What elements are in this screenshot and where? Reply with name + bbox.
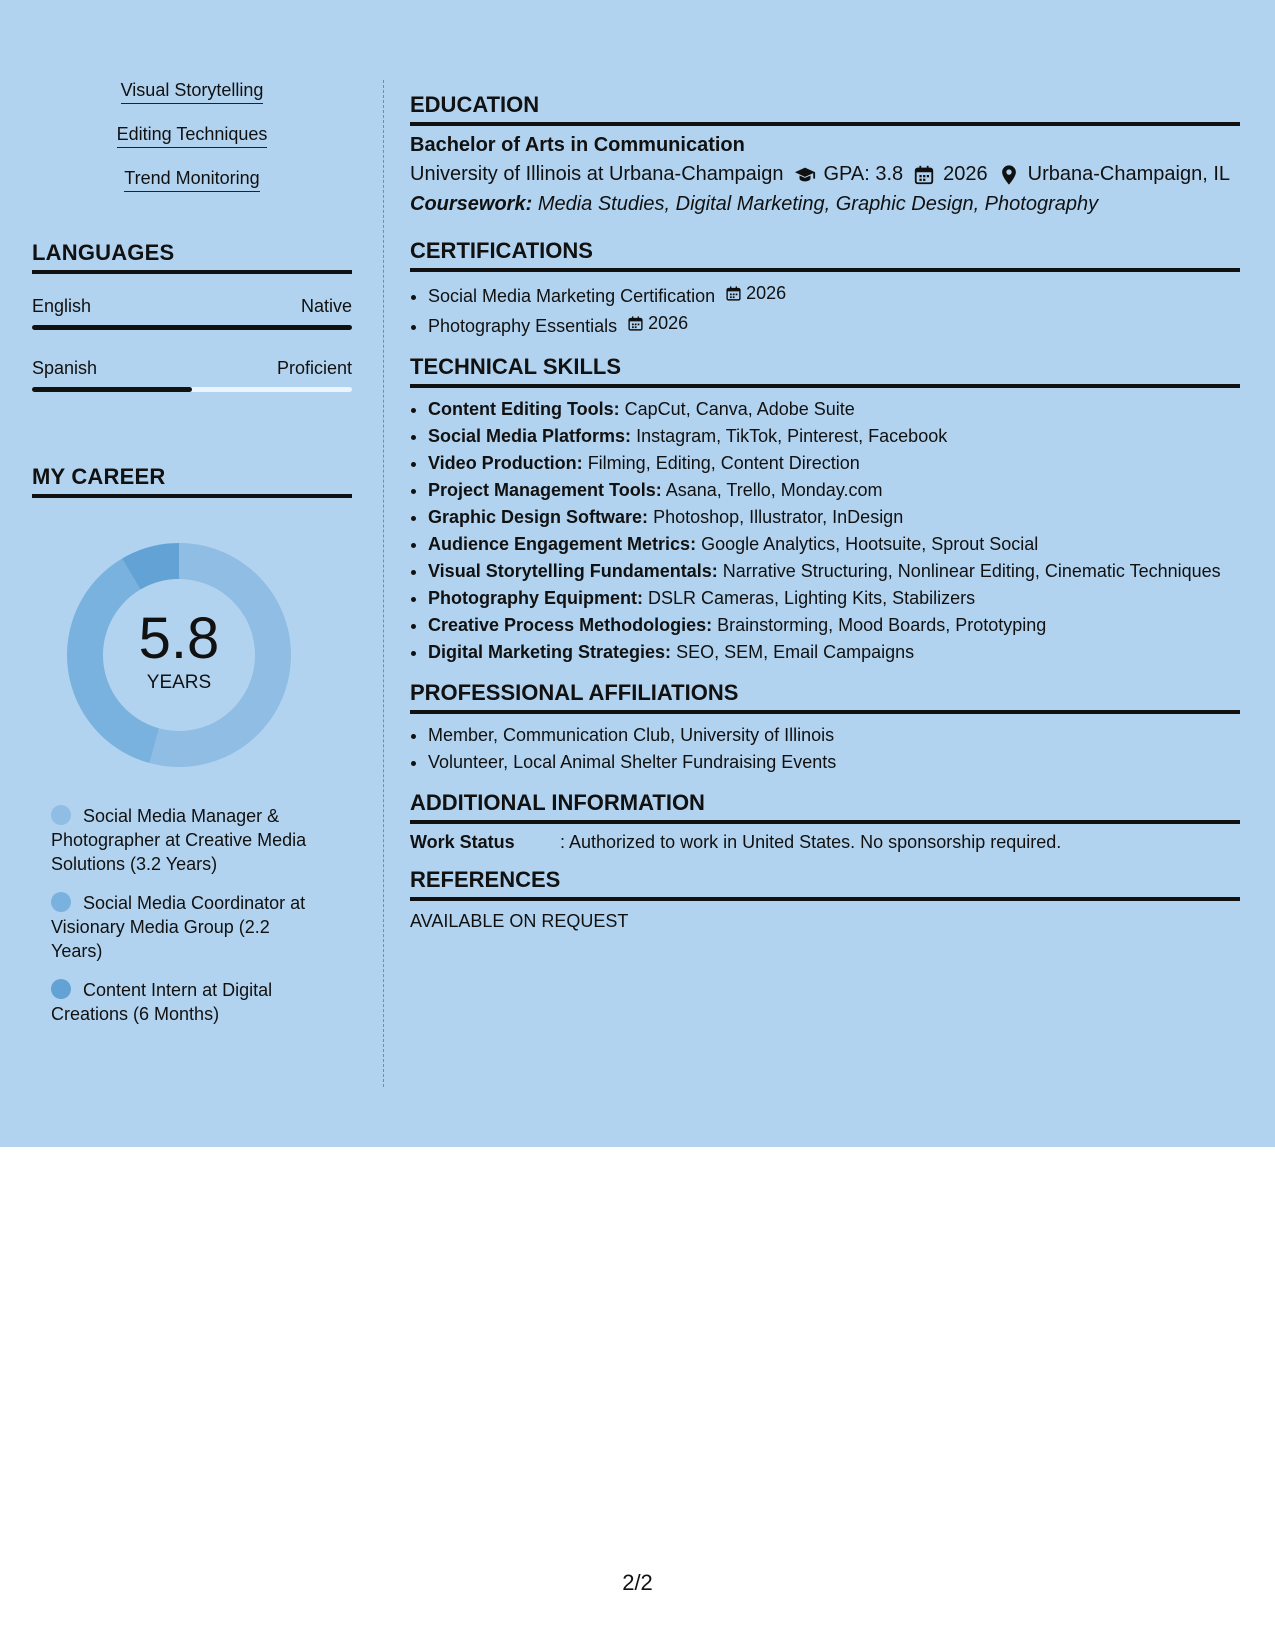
technical-skill-value: Instagram, TikTok, Pinterest, Facebook bbox=[636, 426, 948, 446]
technical-skill-value: Narrative Structuring, Nonlinear Editing, Cinematic Techniques bbox=[722, 561, 1221, 581]
language-level: Native bbox=[300, 296, 352, 316]
affiliation-item: • Member, Communication Club, University of Illinois bbox=[428, 722, 1240, 749]
technical-skill-value: Photoshop, Illustrator, InDesign bbox=[653, 507, 904, 527]
language-level: Proficient bbox=[276, 358, 352, 378]
technical-skill-value: Brainstorming, Mood Boards, Prototyping bbox=[717, 615, 1047, 635]
additional-info-title: ADDITIONAL INFORMATION bbox=[410, 790, 1240, 824]
calendar-icon bbox=[913, 164, 935, 186]
career-item bbox=[51, 978, 321, 1026]
technical-skill-item bbox=[428, 450, 1240, 477]
language-name: English bbox=[32, 296, 92, 316]
technical-skill-item bbox=[428, 612, 1240, 639]
technical-skill-value: Google Analytics, Hootsuite, Sprout Social bbox=[701, 534, 1039, 554]
technical-skill-label: Creative Process Methodologies: bbox=[428, 615, 713, 635]
career-unit: YEARS bbox=[146, 672, 212, 693]
certification-year: 2026 bbox=[746, 283, 787, 303]
language-item bbox=[32, 296, 352, 330]
skill-tags bbox=[32, 80, 352, 212]
technical-skill-item bbox=[428, 423, 1240, 450]
technical-skill-value: Asana, Trello, Monday.com bbox=[665, 480, 883, 500]
language-item bbox=[32, 358, 352, 392]
certification-item bbox=[428, 280, 1240, 310]
language-bar-fill bbox=[32, 325, 352, 330]
career-item bbox=[51, 891, 321, 963]
technical-skill-label: Social Media Platforms: bbox=[428, 426, 632, 446]
language-bar-fill bbox=[32, 387, 192, 392]
technical-skill-label: Content Editing Tools: bbox=[428, 399, 620, 419]
calendar-icon bbox=[627, 315, 644, 332]
languages-section bbox=[32, 240, 352, 392]
certification-year: 2026 bbox=[648, 313, 689, 333]
technical-skill-label: Project Management Tools: bbox=[428, 480, 662, 500]
career-item bbox=[51, 804, 321, 876]
right-column bbox=[410, 92, 1240, 946]
technical-skill-label: Graphic Design Software: bbox=[428, 507, 649, 527]
technical-skill-label: Visual Storytelling Fundamentals: bbox=[428, 561, 718, 581]
work-status-value: : Authorized to work in United States. No sponsorship required. bbox=[560, 832, 1062, 852]
language-name: Spanish bbox=[32, 358, 98, 378]
affiliation-item: • Volunteer, Local Animal Shelter Fundraising Events bbox=[428, 749, 1240, 776]
degree-title: Bachelor of Arts in Communication bbox=[410, 134, 745, 156]
affiliations-section bbox=[410, 680, 1240, 776]
coursework-label: Coursework: bbox=[410, 193, 533, 215]
technical-skill-label: Photography Equipment: bbox=[428, 588, 643, 608]
career-donut bbox=[64, 540, 294, 770]
legend-dot bbox=[51, 892, 71, 912]
technical-skill-item bbox=[428, 396, 1240, 423]
certifications-title: CERTIFICATIONS bbox=[410, 238, 1240, 272]
education-section bbox=[410, 92, 1240, 216]
technical-skill-label: Audience Engagement Metrics: bbox=[428, 534, 697, 554]
technical-skills-title: TECHNICAL SKILLS bbox=[410, 354, 1240, 388]
technical-skill-value: SEO, SEM, Email Campaigns bbox=[676, 642, 915, 662]
coursework-list: Media Studies, Digital Marketing, Graphic Design, Photography bbox=[537, 193, 1099, 215]
references-title: REFERENCES bbox=[410, 867, 1240, 901]
skill-tag: Editing Techniques bbox=[117, 124, 268, 148]
education-details bbox=[410, 163, 1240, 186]
left-column bbox=[32, 80, 352, 1041]
column-divider bbox=[383, 80, 384, 1087]
career-item-label: Social Media Manager & Photographer at Creative Media Solutions (3.2 Years) bbox=[51, 806, 307, 874]
technical-skill-item bbox=[428, 639, 1240, 666]
career-item-label: Content Intern at Digital Creations (6 Months) bbox=[51, 980, 273, 1024]
references-section bbox=[410, 867, 1240, 932]
graduation-year: 2026 bbox=[943, 163, 988, 185]
skill-tag: Trend Monitoring bbox=[124, 168, 259, 192]
technical-skill-label: Video Production: bbox=[428, 453, 583, 473]
skill-tag: Visual Storytelling bbox=[121, 80, 264, 104]
school-name: University of Illinois at Urbana-Champaign bbox=[410, 163, 784, 185]
technical-skill-value: CapCut, Canva, Adobe Suite bbox=[624, 399, 855, 419]
certification-name: Social Media Marketing Certification bbox=[428, 286, 716, 306]
certification-item bbox=[428, 310, 1240, 340]
graduation-cap-icon bbox=[794, 164, 816, 186]
career-total: 5.8 bbox=[138, 606, 220, 671]
work-status bbox=[410, 832, 1240, 853]
career-list bbox=[51, 804, 321, 1026]
additional-info-section bbox=[410, 790, 1240, 853]
school-location: Urbana-Champaign, IL bbox=[1027, 163, 1231, 185]
coursework bbox=[410, 193, 1240, 216]
legend-dot bbox=[51, 805, 71, 825]
language-bar bbox=[32, 325, 352, 330]
technical-skill-item bbox=[428, 477, 1240, 504]
legend-dot bbox=[51, 979, 71, 999]
career-title: MY CAREER bbox=[32, 464, 352, 498]
education-title: EDUCATION bbox=[410, 92, 1240, 126]
calendar-icon bbox=[725, 285, 742, 302]
technical-skill-item bbox=[428, 531, 1240, 558]
technical-skill-label: Digital Marketing Strategies: bbox=[428, 642, 672, 662]
technical-skill-value: Filming, Editing, Content Direction bbox=[587, 453, 860, 473]
technical-skill-item bbox=[428, 504, 1240, 531]
technical-skills-section bbox=[410, 354, 1240, 666]
gpa: GPA: 3.8 bbox=[823, 163, 904, 185]
map-pin-icon bbox=[998, 164, 1020, 186]
career-section bbox=[32, 464, 352, 1026]
languages-title: LANGUAGES bbox=[32, 240, 352, 274]
references-text: AVAILABLE ON REQUEST bbox=[410, 911, 629, 931]
technical-skill-item bbox=[428, 585, 1240, 612]
page-number: 2/2 bbox=[622, 1570, 653, 1595]
technical-skill-item bbox=[428, 558, 1240, 585]
language-bar bbox=[32, 387, 352, 392]
affiliations-title: PROFESSIONAL AFFILIATIONS bbox=[410, 680, 1240, 714]
certifications-section bbox=[410, 238, 1240, 340]
certification-name: Photography Essentials bbox=[428, 316, 618, 336]
work-status-label: Work Status bbox=[410, 832, 515, 852]
career-item-label: Social Media Coordinator at Visionary Media Group (2.2 Years) bbox=[51, 893, 306, 961]
technical-skill-value: DSLR Cameras, Lighting Kits, Stabilizers bbox=[648, 588, 976, 608]
